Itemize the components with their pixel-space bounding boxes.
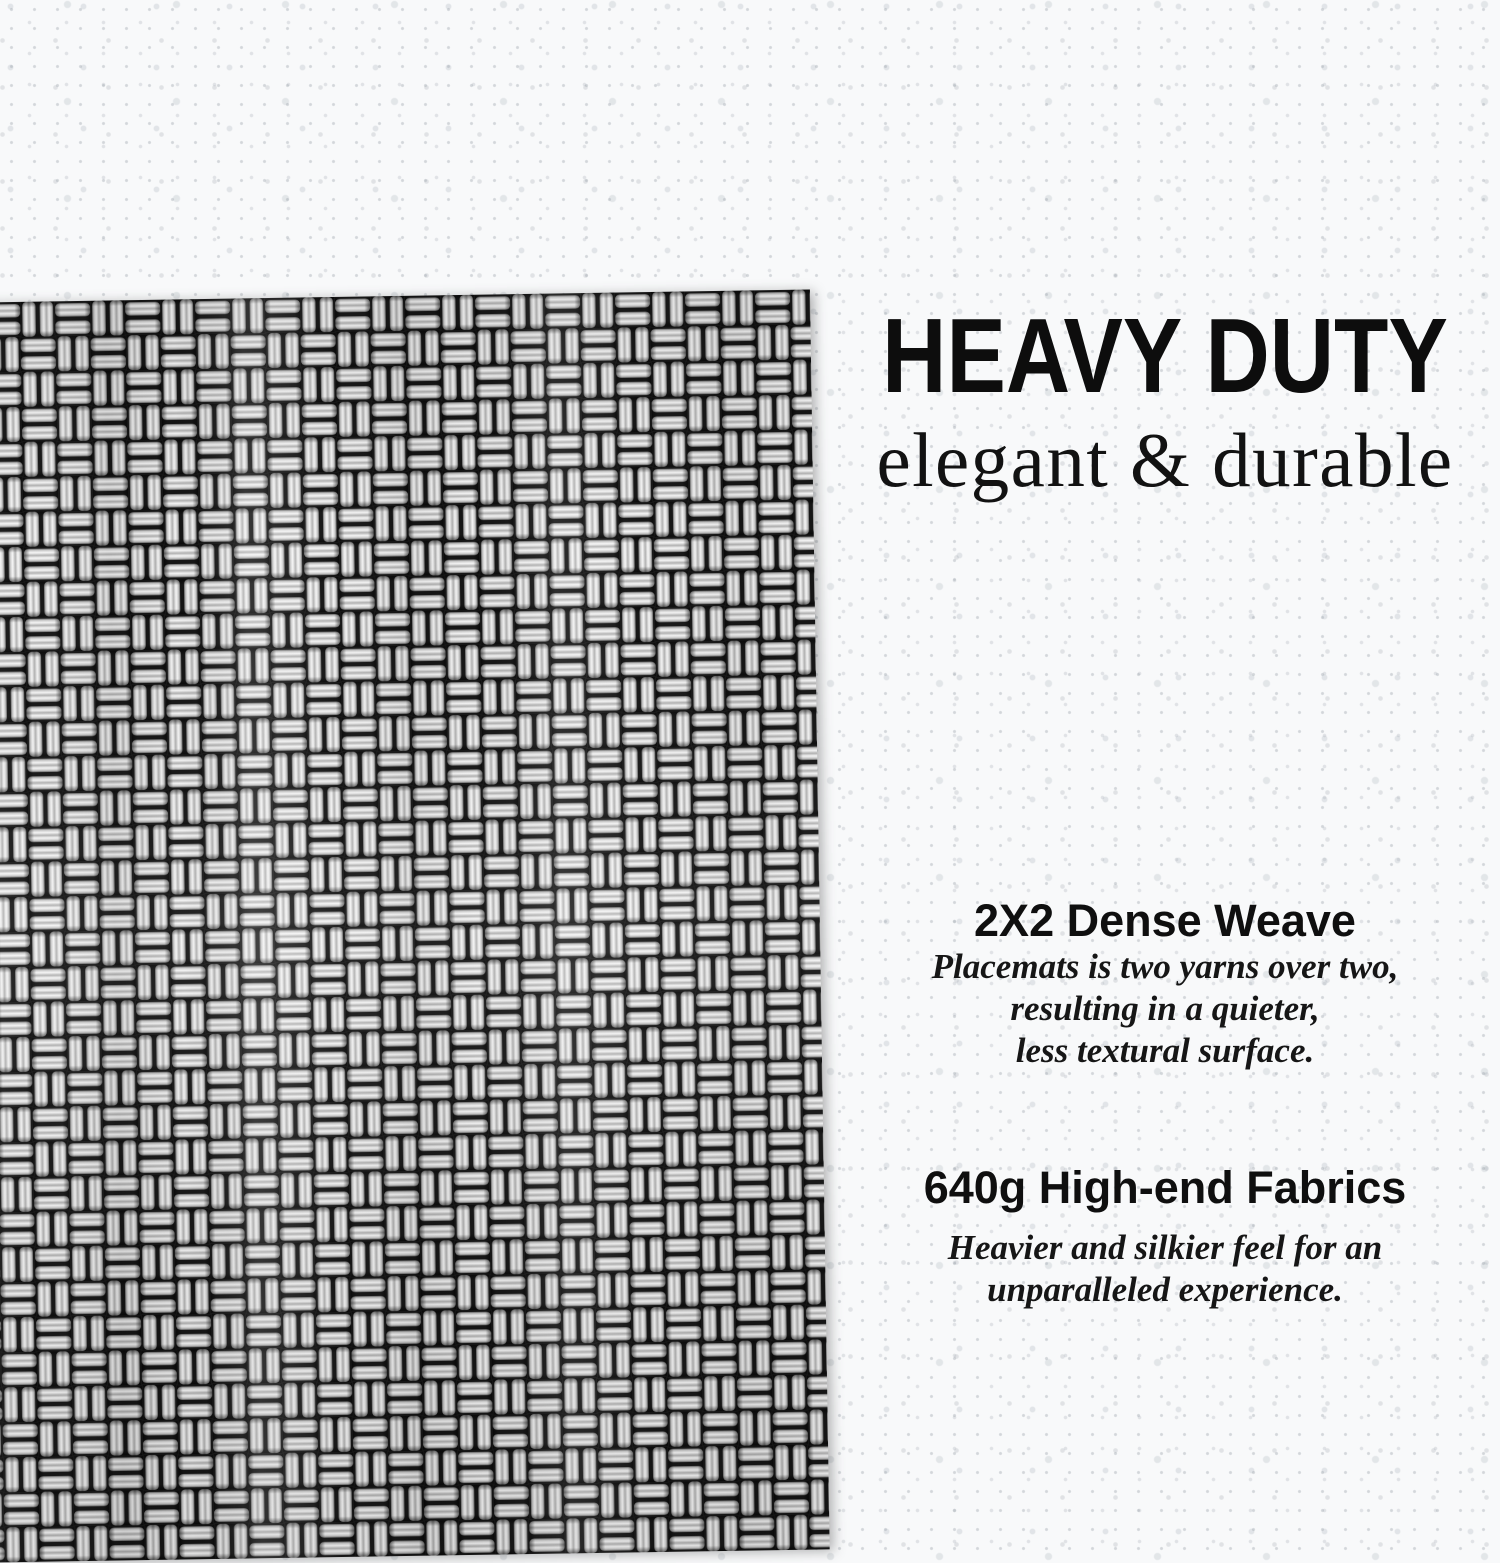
headline-subtitle: elegant & durable <box>876 417 1454 503</box>
headline-title: HEAVY DUTY <box>882 297 1448 415</box>
feature-line: less textural surface. <box>1015 1031 1315 1070</box>
placemat-swatch-photo <box>0 289 830 1562</box>
feature-line: unparalleled experience. <box>987 1270 1343 1309</box>
feature-line: Heavier and silkier feel for an <box>947 1228 1383 1267</box>
feature-line: Placemats is two yarns over two, <box>931 947 1399 986</box>
feature-heading-dense-weave: 2X2 Dense Weave <box>974 895 1356 946</box>
feature-description-fabrics <box>815 1227 1500 1311</box>
feature-line: resulting in a quieter, <box>1010 989 1320 1028</box>
basketweave-texture <box>0 289 830 1562</box>
feature-heading-fabrics: 640g High-end Fabrics <box>923 1162 1407 1213</box>
feature-description-dense-weave <box>815 946 1500 1072</box>
